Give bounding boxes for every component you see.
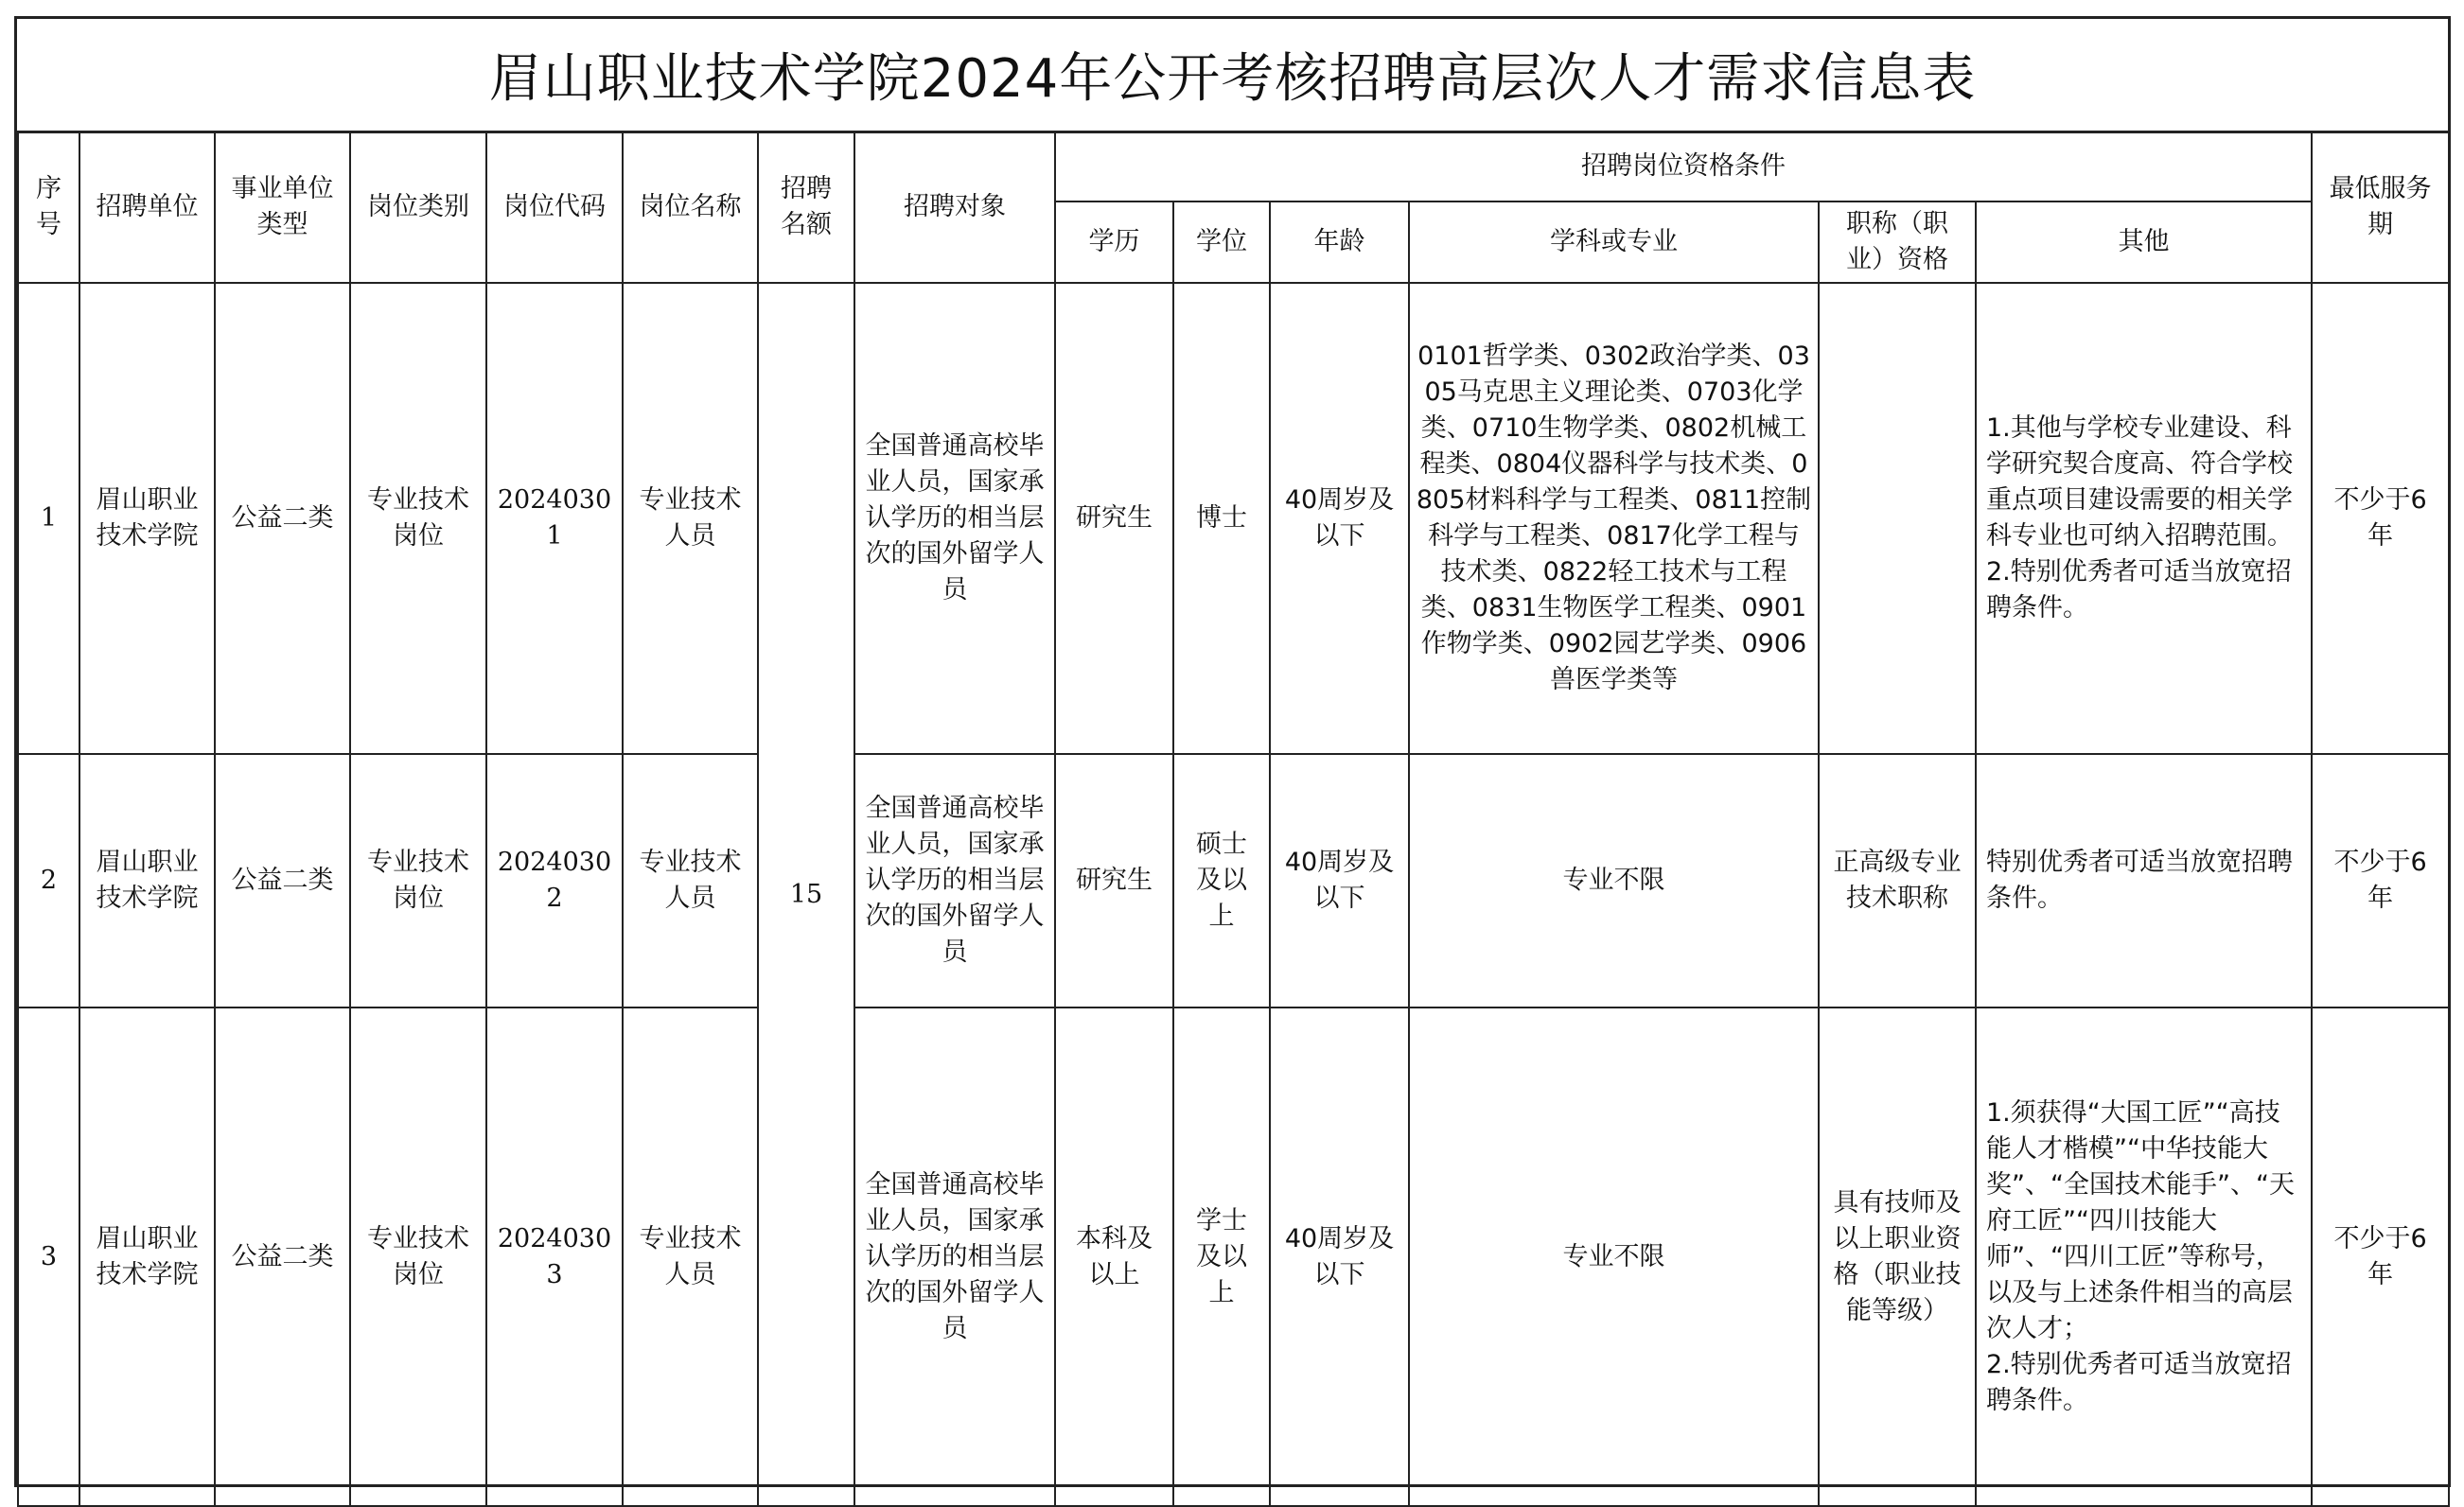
cell-min-service: 不少于6年: [2312, 754, 2449, 1008]
cell-post-code: 20240301: [486, 283, 623, 754]
header-title-qual: 职称（职业）资格: [1819, 202, 1976, 283]
cell-min-service: 不少于6年: [2312, 1008, 2449, 1506]
cell-post-category: 专业技术岗位: [350, 754, 486, 1008]
cell-quota-total: 15: [758, 283, 854, 1506]
cell-major: 专业不限: [1409, 1008, 1819, 1506]
cell-post-category: 专业技术岗位: [350, 1008, 486, 1506]
cell-target: 全国普通高校毕业人员，国家承认学历的相当层次的国外留学人员: [854, 1008, 1055, 1506]
cell-education: 本科及以上: [1055, 1008, 1173, 1506]
header-post-category: 岗位类别: [350, 131, 486, 283]
cell-seq: 1: [18, 283, 79, 754]
page-title: 眉山职业技术学院2024年公开考核招聘高层次人才需求信息表: [17, 19, 2448, 133]
cell-age: 40周岁及以下: [1270, 754, 1409, 1008]
cell-post-code: 20240302: [486, 754, 623, 1008]
cell-other: 特别优秀者可适当放宽招聘条件。: [1976, 754, 2312, 1008]
cell-post-name: 专业技术人员: [623, 1008, 758, 1506]
header-row: [18, 131, 2449, 202]
header-post-code: 岗位代码: [486, 131, 623, 283]
header-major: 学科或专业: [1409, 202, 1819, 283]
cell-title-qual: [1819, 283, 1976, 754]
header-quota: 招聘名额: [758, 131, 854, 283]
table-row: [18, 283, 2449, 754]
cell-other: 1.其他与学校专业建设、科学研究契合度高、符合学校重点项目建设需要的相关学科专业也可纳入招聘范围。 2.特别优秀者可适当放宽招聘条件。: [1976, 283, 2312, 754]
cell-seq: 3: [18, 1008, 79, 1506]
cell-education: 研究生: [1055, 283, 1173, 754]
cell-post-code: 20240303: [486, 1008, 623, 1506]
cell-unit-type: 公益二类: [215, 754, 350, 1008]
cell-seq: 2: [18, 754, 79, 1008]
cell-target: 全国普通高校毕业人员，国家承认学历的相当层次的国外留学人员: [854, 283, 1055, 754]
header-seq: 序号: [18, 131, 79, 283]
cell-unit: 眉山职业技术学院: [79, 283, 215, 754]
cell-age: 40周岁及以下: [1270, 283, 1409, 754]
header-unit-type: 事业单位类型: [215, 131, 350, 283]
cell-unit-type: 公益二类: [215, 1008, 350, 1506]
cell-other: 1.须获得“大国工匠”“高技能人才楷模”“中华技能大奖”、“全国技术能手”、“天府工匠”“四川技能大师”、“四川工匠”等称号，以及与上述条件相当的高层次人才； 2.特别优秀者可适当放宽招聘条件。: [1976, 1008, 2312, 1506]
cell-title-qual: 正高级专业技术职称: [1819, 754, 1976, 1008]
cell-unit: 眉山职业技术学院: [79, 1008, 215, 1506]
table-row: [18, 1008, 2449, 1506]
cell-unit-type: 公益二类: [215, 283, 350, 754]
cell-degree: 硕士及以上: [1173, 754, 1270, 1008]
header-education: 学历: [1055, 202, 1173, 283]
requirements-table: [17, 131, 2450, 1507]
cell-education: 研究生: [1055, 754, 1173, 1008]
header-post-name: 岗位名称: [623, 131, 758, 283]
cell-post-name: 专业技术人员: [623, 754, 758, 1008]
cell-title-qual: 具有技师及以上职业资格（职业技能等级）: [1819, 1008, 1976, 1506]
recruitment-sheet: [14, 16, 2451, 1487]
cell-degree: 博士: [1173, 283, 1270, 754]
header-qualifications: 招聘岗位资格条件: [1055, 131, 2312, 202]
cell-degree: 学士及以上: [1173, 1008, 1270, 1506]
cell-unit: 眉山职业技术学院: [79, 754, 215, 1008]
cell-target: 全国普通高校毕业人员，国家承认学历的相当层次的国外留学人员: [854, 754, 1055, 1008]
header-min-service: 最低服务期: [2312, 131, 2449, 283]
header-target: 招聘对象: [854, 131, 1055, 283]
cell-min-service: 不少于6年: [2312, 283, 2449, 754]
cell-major: 专业不限: [1409, 754, 1819, 1008]
header-other: 其他: [1976, 202, 2312, 283]
cell-post-category: 专业技术岗位: [350, 283, 486, 754]
cell-post-name: 专业技术人员: [623, 283, 758, 754]
header-age: 年龄: [1270, 202, 1409, 283]
cell-major: 0101哲学类、0302政治学类、0305马克思主义理论类、0703化学类、0710生物学类、0802机械工程类、0804仪器科学与技术类、0805材料科学与工程类、0811控制科学与工程类、0817化学工程与技术类、0822轻工技术与工程类、0831生物医学工程类、0901作物学类、0902园艺学类、0906兽医学类等: [1409, 283, 1819, 754]
cell-age: 40周岁及以下: [1270, 1008, 1409, 1506]
header-unit: 招聘单位: [79, 131, 215, 283]
header-degree: 学位: [1173, 202, 1270, 283]
table-row: [18, 754, 2449, 1008]
